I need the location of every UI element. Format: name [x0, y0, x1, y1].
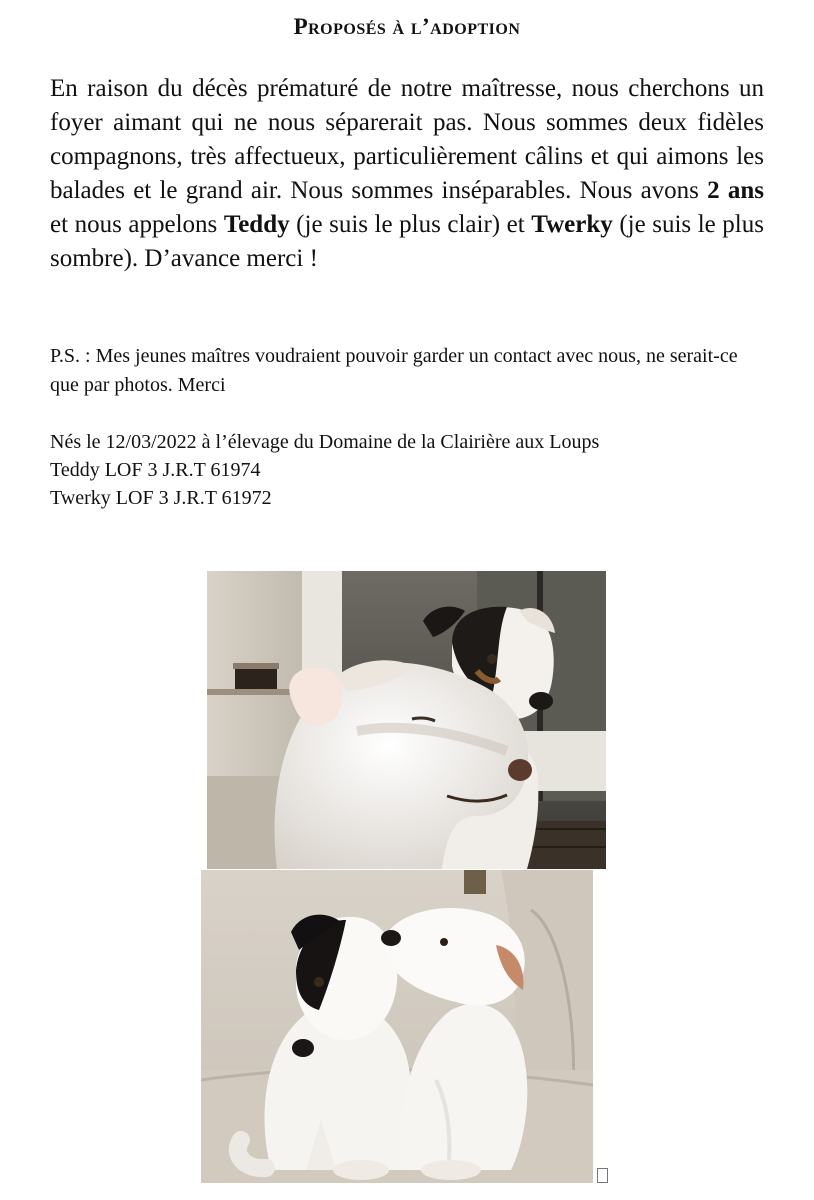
document-title: Proposés à l’adoption [293, 14, 521, 39]
intro-paragraph [50, 72, 764, 276]
ps-paragraph: P.S. : Mes jeunes maîtres voudraient pouvoir garder un contact avec nous, ne serait-ce que par photos. Merci [50, 345, 738, 396]
twerky-name: Twerky [531, 211, 613, 238]
dogs-photo-sofa [201, 870, 593, 1183]
age-text: 2 ans [707, 177, 765, 204]
intro-text-3: (je suis le plus clair) et [289, 211, 532, 238]
pedigree-info [50, 428, 764, 512]
twerky-pedigree-line: Twerky LOF 3 J.R.T 61972 [50, 487, 272, 509]
intro-text-4: (je suis le plus sombre). D’avance merci ! [50, 211, 764, 272]
birth-line: Nés le 12/03/2022 à l’élevage du Domaine de la Clairière aux Loups [50, 431, 600, 453]
teddy-name: Teddy [223, 211, 290, 238]
corner-placeholder-box [597, 1168, 608, 1183]
dogs-photo-window [207, 571, 606, 869]
teddy-pedigree-line: Teddy LOF 3 J.R.T 61974 [50, 459, 261, 481]
intro-text-1: En raison du décès prématuré de notre maîtresse, nous cherchons un foyer aimant qui ne nous séparerait pas. Nous sommes deux fidèles compagnons, très affectueux, particulièrement câlins et qui aimons les balades et le grand air. Nous sommes inséparables. Nous avons [50, 75, 764, 204]
intro-text-2: et nous appelons [50, 211, 224, 238]
